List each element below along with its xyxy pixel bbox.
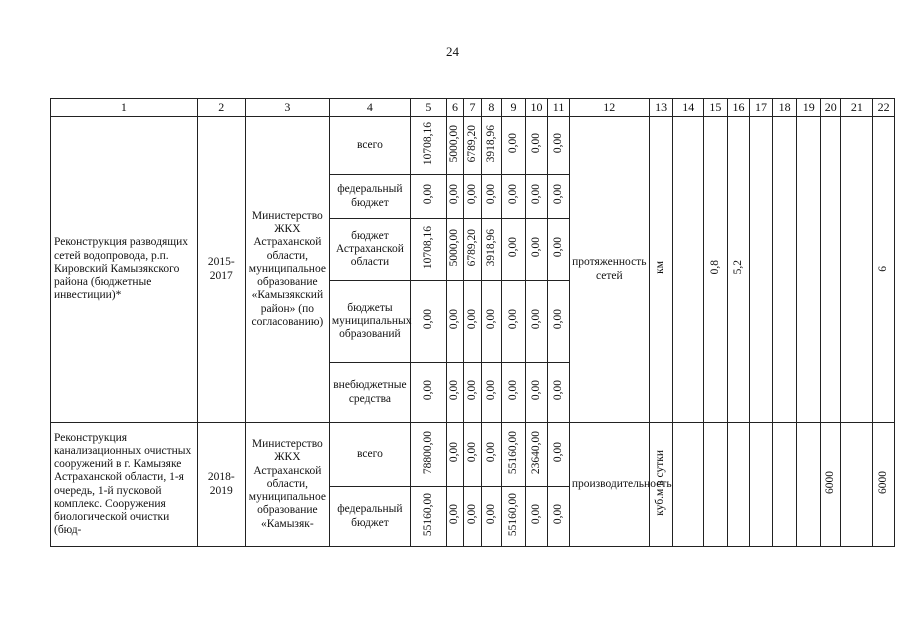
amount-cell: 0,00 [548, 117, 570, 175]
amount-cell: 0,00 [502, 117, 526, 175]
amount-cell: 0,00 [525, 363, 548, 423]
col-header: 9 [502, 99, 526, 117]
amount-cell: 0,00 [502, 219, 526, 281]
indicator-cell: 6 [873, 117, 895, 423]
amount-cell: 0,00 [525, 281, 548, 363]
amount-cell: 0,00 [410, 363, 446, 423]
col-header: 11 [548, 99, 570, 117]
col-header: 15 [704, 99, 728, 117]
indicator-cell [704, 423, 728, 547]
col-header: 14 [673, 99, 704, 117]
col-header: 22 [873, 99, 895, 117]
col-header: 5 [410, 99, 446, 117]
col-header: 19 [797, 99, 821, 117]
indicator-cell [841, 423, 873, 547]
amount-cell: 0,00 [446, 487, 463, 547]
indicator-cell [673, 423, 704, 547]
project-name: Реконструкция разводящих сетей водопровода, р.п. Кировский Камызякского района (бюджетные инвестиции)* [51, 117, 198, 423]
amount-cell: 0,00 [446, 281, 463, 363]
amount-cell: 0,00 [481, 281, 502, 363]
col-header: 12 [569, 99, 649, 117]
col-header: 16 [727, 99, 750, 117]
amount-cell: 0,00 [502, 281, 526, 363]
amount-cell: 0,00 [502, 363, 526, 423]
col-header: 21 [841, 99, 873, 117]
amount-cell: 55160,00 [502, 487, 526, 547]
indicator-cell [797, 423, 821, 547]
amount-cell: 0,00 [548, 487, 570, 547]
table-row [51, 117, 895, 175]
amount-cell: 0,00 [502, 175, 526, 219]
col-header: 6 [446, 99, 463, 117]
amount-cell: 0,00 [548, 281, 570, 363]
funding-source: бюджет Астраханской области [329, 219, 410, 281]
amount-cell: 0,00 [464, 175, 481, 219]
project-name: Реконструкция канализационных очистных сооружений в г. Камызяке Астраханской области, 1-я очередь, 1-й пусковой комплекс. Сооружения биологической очистки (бюд- [51, 423, 198, 547]
indicator-cell [750, 423, 773, 547]
amount-cell: 23640,00 [525, 423, 548, 487]
program-table [50, 98, 895, 547]
amount-cell: 0,00 [525, 219, 548, 281]
amount-cell: 0,00 [525, 175, 548, 219]
amount-cell: 55160,00 [410, 487, 446, 547]
project-executor: Министерство ЖКХ Астраханской области, муниципальное образование «Камызякский район» (по согласованию) [245, 117, 329, 423]
amount-cell: 0,00 [548, 219, 570, 281]
amount-cell: 0,00 [410, 175, 446, 219]
col-header: 17 [750, 99, 773, 117]
indicator-cell [772, 117, 797, 423]
amount-cell: 0,00 [464, 363, 481, 423]
indicator-unit: км [649, 117, 673, 423]
funding-source: внебюджетные средства [329, 363, 410, 423]
project-years: 2015-2017 [197, 117, 245, 423]
amount-cell: 6789,20 [464, 117, 481, 175]
funding-source: всего [329, 423, 410, 487]
col-header: 1 [51, 99, 198, 117]
col-header: 3 [245, 99, 329, 117]
amount-cell: 0,00 [481, 175, 502, 219]
amount-cell: 5000,00 [446, 117, 463, 175]
indicator-cell [820, 117, 841, 423]
col-header: 2 [197, 99, 245, 117]
amount-cell: 55160,00 [502, 423, 526, 487]
amount-cell: 0,00 [464, 281, 481, 363]
amount-cell: 5000,00 [446, 219, 463, 281]
indicator-cell [772, 423, 797, 547]
amount-cell: 78800,00 [410, 423, 446, 487]
amount-cell: 0,00 [481, 487, 502, 547]
col-header: 4 [329, 99, 410, 117]
col-header: 10 [525, 99, 548, 117]
indicator-name: производительность [569, 423, 649, 547]
indicator-cell: 6000 [820, 423, 841, 547]
amount-cell: 3918,96 [481, 219, 502, 281]
project-executor: Министерство ЖКХ Астраханской области, муниципальное образование «Камызяк- [245, 423, 329, 547]
indicator-cell: 5,2 [727, 117, 750, 423]
amount-cell: 6789,20 [464, 219, 481, 281]
amount-cell: 0,00 [481, 363, 502, 423]
funding-source: федеральный бюджет [329, 487, 410, 547]
funding-source: бюджеты муниципальных образований [329, 281, 410, 363]
amount-cell: 0,00 [410, 281, 446, 363]
amount-cell: 0,00 [446, 175, 463, 219]
amount-cell: 0,00 [464, 423, 481, 487]
col-header: 13 [649, 99, 673, 117]
funding-source: всего [329, 117, 410, 175]
indicator-cell [797, 117, 821, 423]
indicator-cell [750, 117, 773, 423]
amount-cell: 0,00 [446, 423, 463, 487]
amount-cell: 0,00 [525, 487, 548, 547]
project-years: 2018-2019 [197, 423, 245, 547]
amount-cell: 0,00 [446, 363, 463, 423]
indicator-cell [673, 117, 704, 423]
col-header: 8 [481, 99, 502, 117]
amount-cell: 0,00 [548, 423, 570, 487]
header-row [51, 99, 895, 117]
indicator-cell [841, 117, 873, 423]
amount-cell: 3918,96 [481, 117, 502, 175]
indicator-cell [727, 423, 750, 547]
indicator-cell: 6000 [873, 423, 895, 547]
amount-cell: 0,00 [481, 423, 502, 487]
amount-cell: 0,00 [525, 117, 548, 175]
col-header: 18 [772, 99, 797, 117]
funding-source: федеральный бюджет [329, 175, 410, 219]
amount-cell: 0,00 [464, 487, 481, 547]
amount-cell: 0,00 [548, 363, 570, 423]
col-header: 20 [820, 99, 841, 117]
col-header: 7 [464, 99, 481, 117]
indicator-name: протяженность сетей [569, 117, 649, 423]
amount-cell: 0,00 [548, 175, 570, 219]
indicator-unit: куб.м в сутки [649, 423, 673, 547]
amount-cell: 10708,16 [410, 117, 446, 175]
page-number: 24 [446, 44, 459, 59]
amount-cell: 10708,16 [410, 219, 446, 281]
table-row [51, 423, 895, 487]
indicator-cell: 0,8 [704, 117, 728, 423]
